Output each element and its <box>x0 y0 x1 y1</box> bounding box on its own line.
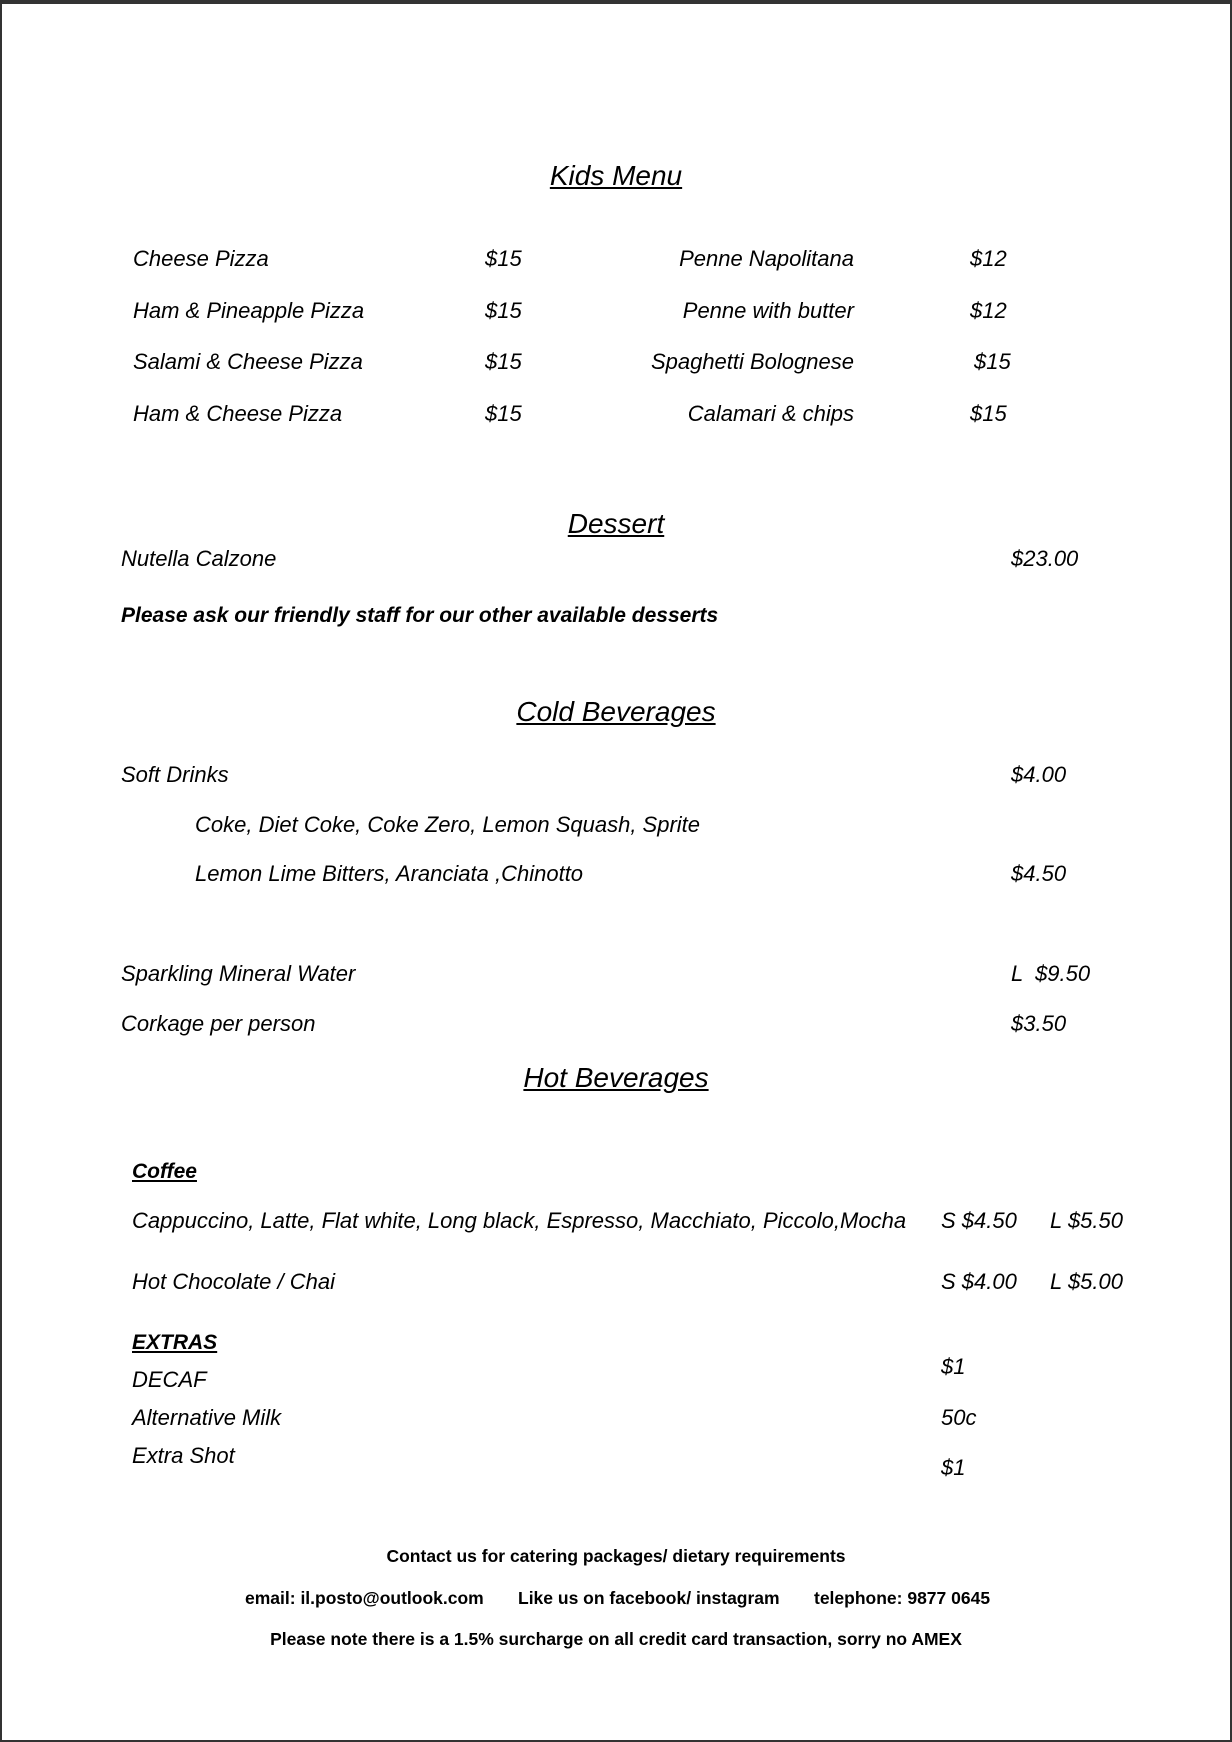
contact-phone: telephone: 9877 0645 <box>814 1588 991 1608</box>
sparkling-water-price: L $9.50 <box>1011 961 1091 986</box>
dessert-item-price: $23.00 <box>1011 546 1079 571</box>
coffee-name: Cappuccino, Latte, Flat white, Long black, Espresso, Macchiato, Piccolo,Mocha <box>132 1208 907 1233</box>
hot-beverages-title: Hot Beverages <box>523 1062 709 1093</box>
extra-name: Extra Shot <box>132 1443 235 1468</box>
kids-right-item-name: Penne Napolitana <box>679 246 854 271</box>
kids-left-item-name: Cheese Pizza <box>133 246 269 271</box>
soft-drinks-name: Soft Drinks <box>121 762 229 787</box>
extra-name: DECAF <box>132 1367 207 1392</box>
surcharge-note: Please note there is a 1.5% surcharge on all credit card transaction, sorry no AMEX <box>270 1629 962 1649</box>
hot-chocolate-small-price: S $4.00 <box>941 1269 1017 1294</box>
kids-right-item-name: Spaghetti Bolognese <box>650 349 854 374</box>
kids-left-item-name: Salami & Cheese Pizza <box>133 349 363 374</box>
extra-price: 50c <box>941 1405 977 1430</box>
coffee-heading: Coffee <box>132 1160 197 1183</box>
kids-left-item-name: Ham & Pineapple Pizza <box>133 298 365 323</box>
coffee-large-price: L $5.50 <box>1050 1208 1124 1233</box>
kids-left-item-price: $15 <box>485 401 522 426</box>
bitters-price: $4.50 <box>1011 861 1067 886</box>
kids-right-item-price: $15 <box>970 401 1007 426</box>
coffee-small-price: S $4.50 <box>941 1208 1017 1233</box>
extras-heading: EXTRAS <box>132 1331 218 1354</box>
soft-drinks-list: Coke, Diet Coke, Coke Zero, Lemon Squash, Sprite <box>195 812 701 837</box>
kids-right-item-price: $12 <box>970 298 1007 323</box>
extra-price: $1 <box>941 1354 966 1379</box>
kids-right-item-price: $15 <box>974 349 1011 374</box>
contact-email: email: il.posto@outlook.com <box>245 1588 484 1608</box>
sparkling-water-name: Sparkling Mineral Water <box>121 961 356 986</box>
cold-beverages-title: Cold Beverages <box>516 696 716 727</box>
dessert-note: Please ask our friendly staff for our other available desserts <box>121 604 719 627</box>
extra-price: $1 <box>941 1455 966 1480</box>
soft-drinks-price: $4.00 <box>1011 762 1067 787</box>
bitters-name: Lemon Lime Bitters, Aranciata ,Chinotto <box>195 861 584 886</box>
social-note: Like us on facebook/ instagram <box>518 1588 780 1608</box>
kids-left-item-price: $15 <box>485 298 522 323</box>
corkage-price: $3.50 <box>1011 1011 1067 1036</box>
corkage-name: Corkage per person <box>121 1011 316 1036</box>
kids-left-item-name: Ham & Cheese Pizza <box>133 401 343 426</box>
kids-left-item-price: $15 <box>485 246 522 271</box>
kids-right-item-price: $12 <box>970 246 1007 271</box>
catering-note: Contact us for catering packages/ dietary requirements <box>386 1546 846 1566</box>
extra-name: Alternative Milk <box>132 1405 282 1430</box>
dessert-title: Dessert <box>567 508 665 539</box>
hot-chocolate-large-price: L $5.00 <box>1050 1269 1124 1294</box>
kids-right-item-name: Penne with butter <box>682 298 854 323</box>
hot-chocolate-name: Hot Chocolate / Chai <box>132 1269 335 1294</box>
kids-menu-title: Kids Menu <box>549 160 683 191</box>
dessert-item-name: Nutella Calzone <box>121 546 277 571</box>
kids-left-item-price: $15 <box>485 349 522 374</box>
kids-right-item-name: Calamari & chips <box>687 401 854 426</box>
